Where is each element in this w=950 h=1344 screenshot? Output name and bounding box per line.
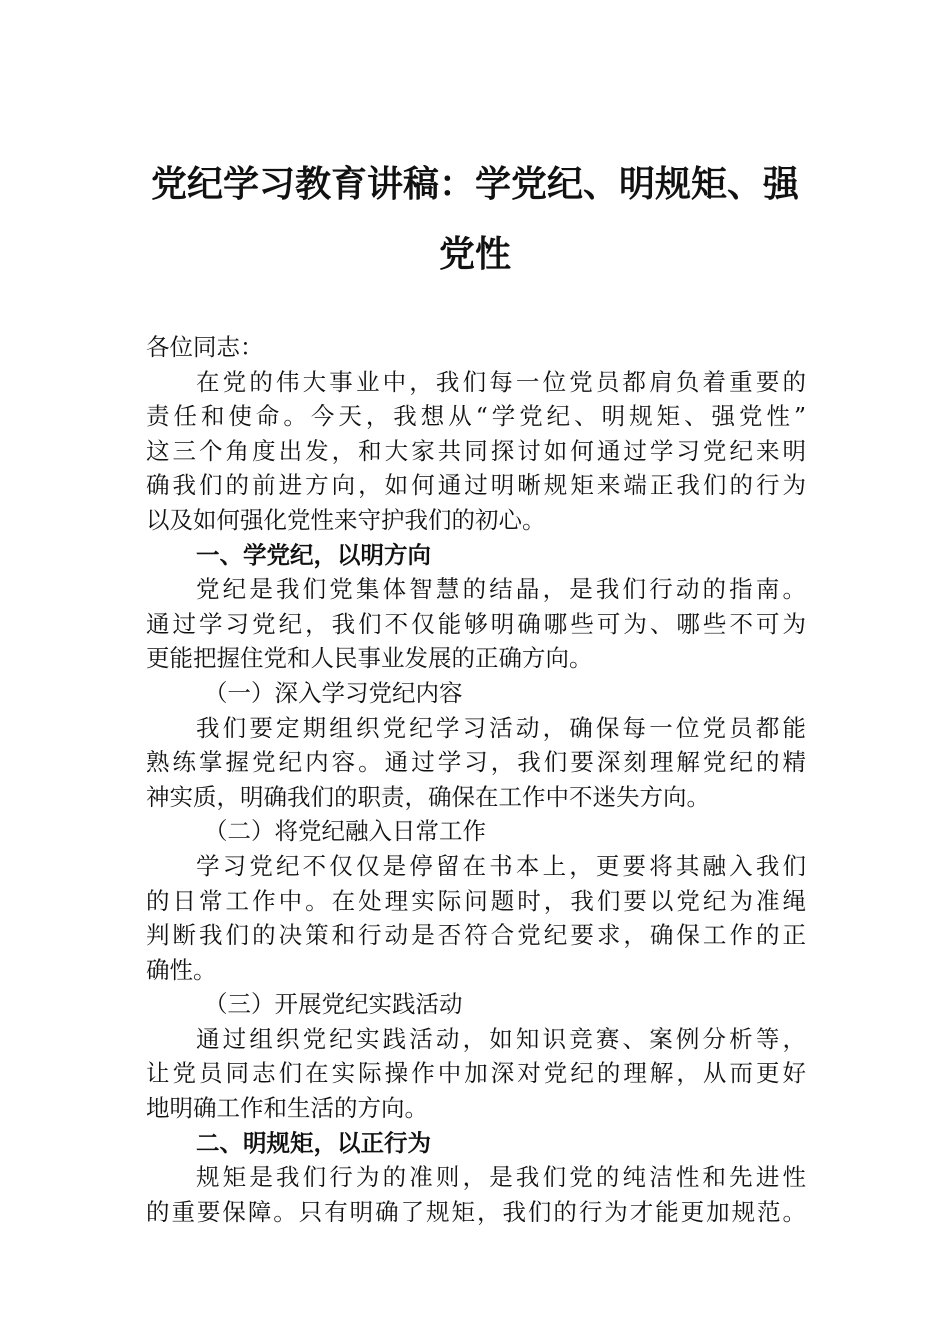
section-heading: 一、学党纪，以明方向: [196, 540, 431, 569]
paragraph-line: 我们要定期组织党纪学习活动，确保每一位党员都能: [196, 713, 806, 742]
paragraph-line: 的重要保障。只有明确了规矩，我们的行为才能更加规范。: [146, 1197, 806, 1226]
paragraph-line: 确性。: [146, 955, 217, 984]
salutation: 各位同志：: [146, 333, 264, 361]
paragraph-line: 通过学习党纪，我们不仅能够明确哪些可为、哪些不可为: [146, 609, 806, 638]
paragraph-line: 责任和使命。今天，我想从“学党纪、明规矩、强党性”: [146, 402, 806, 431]
paragraph-line: 党纪是我们党集体智慧的结晶，是我们行动的指南。: [196, 575, 806, 604]
paragraph-line: 让党员同志们在实际操作中加深对党纪的理解，从而更好: [146, 1059, 806, 1088]
paragraph-line: 学习党纪不仅仅是停留在书本上，更要将其融入我们: [196, 851, 806, 880]
document-title-line-1: 党纪学习教育讲稿：学党纪、明规矩、强: [150, 163, 799, 205]
subsection-heading: （三）开展党纪实践活动: [204, 990, 463, 1019]
paragraph-line: 在党的伟大事业中，我们每一位党员都肩负着重要的: [196, 367, 806, 396]
paragraph-line: 的日常工作中。在处理实际问题时，我们要以党纪为准绳: [146, 886, 806, 915]
paragraph-line: 地明确工作和生活的方向。: [146, 1094, 428, 1123]
document-body: [146, 330, 806, 1229]
paragraph-line: 更能把握住党和人民事业发展的正确方向。: [146, 644, 593, 673]
paragraph-line: 以及如何强化党性来守护我们的初心。: [146, 505, 546, 534]
paragraph-line: 通过组织党纪实践活动，如知识竞赛、案例分析等，: [196, 1024, 806, 1053]
paragraph-line: 这三个角度出发，和大家共同探讨如何通过学习党纪来明: [146, 436, 806, 465]
paragraph-line: 判断我们的决策和行动是否符合党纪要求，确保工作的正: [146, 921, 806, 950]
section-heading: 二、明规矩，以正行为: [196, 1128, 431, 1157]
subsection-heading: （一）深入学习党纪内容: [204, 678, 463, 707]
paragraph-line: 规矩是我们行为的准则，是我们党的纯洁性和先进性: [196, 1163, 806, 1192]
paragraph-line: 确我们的前进方向，如何通过明晰规矩来端正我们的行为: [146, 471, 806, 500]
document-title-line-2: 党性: [438, 233, 511, 275]
paragraph-line: 神实质，明确我们的职责，确保在工作中不迷失方向。: [146, 782, 710, 811]
paragraph-line: 熟练掌握党纪内容。通过学习，我们要深刻理解党纪的精: [146, 748, 806, 777]
subsection-heading: （二）将党纪融入日常工作: [204, 817, 486, 846]
